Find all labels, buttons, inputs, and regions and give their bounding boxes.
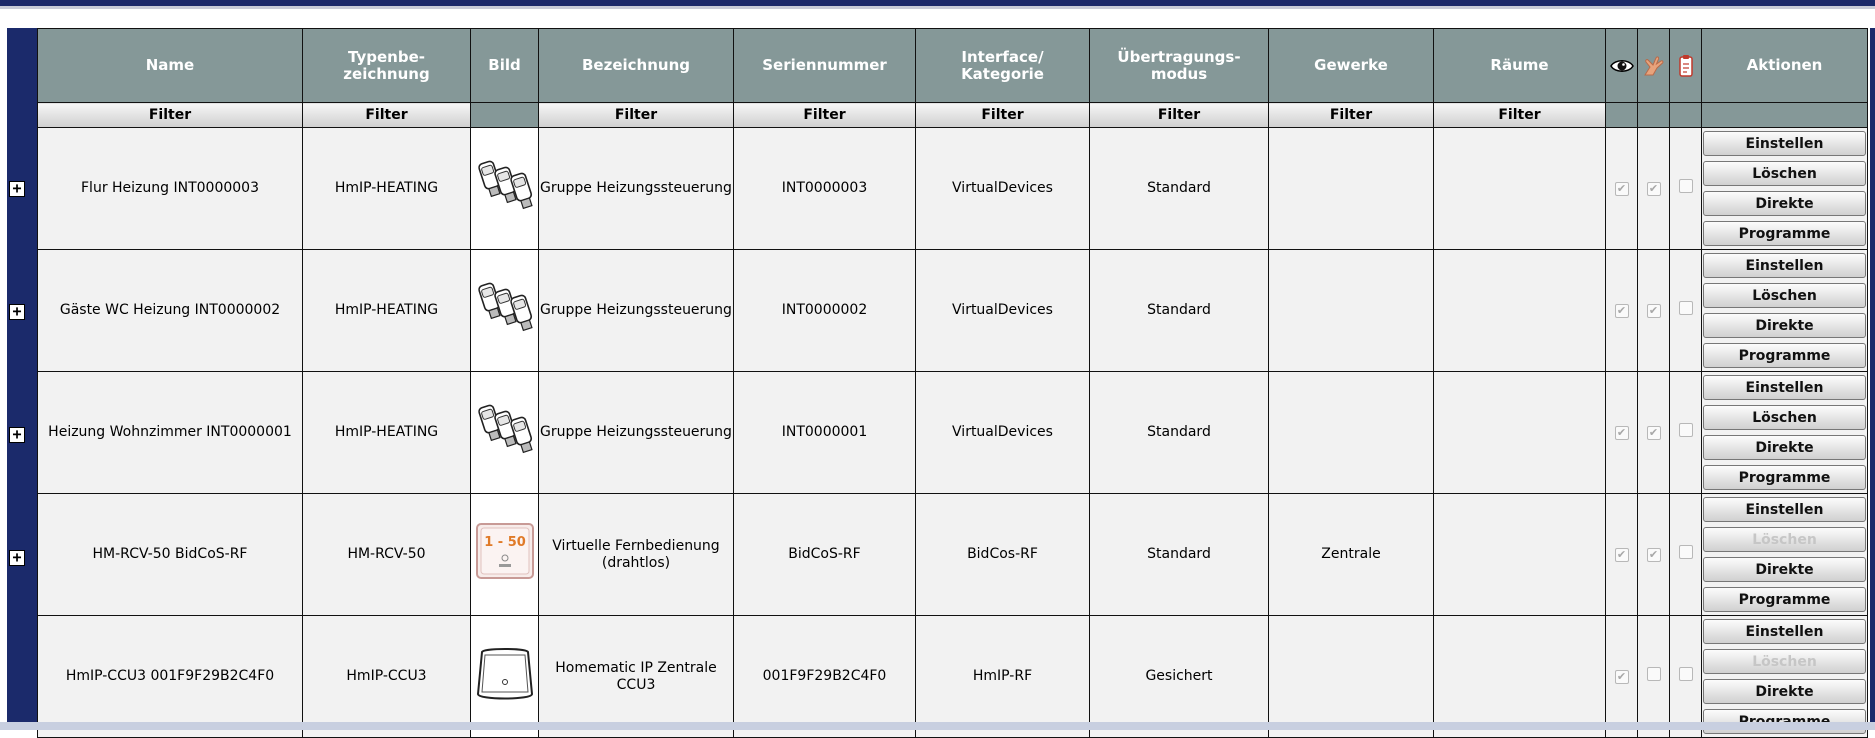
designation-line1: Homematic IP Zentrale bbox=[555, 659, 717, 676]
device-designation bbox=[539, 250, 734, 372]
settings-button[interactable]: Einstellen bbox=[1703, 497, 1866, 522]
device-actions bbox=[1702, 372, 1868, 494]
usable-cell bbox=[1638, 250, 1670, 372]
visible-cell bbox=[1606, 250, 1638, 372]
device-actions bbox=[1702, 128, 1868, 250]
device-trades bbox=[1269, 372, 1434, 494]
filter-row bbox=[38, 103, 1868, 128]
designation-line2: CCU3 bbox=[616, 676, 656, 693]
filter-type[interactable]: Filter bbox=[303, 103, 471, 128]
designation-line1: Virtuelle Fernbedienung bbox=[552, 537, 720, 554]
filter-visible-empty bbox=[1606, 103, 1638, 128]
header-visible bbox=[1606, 29, 1638, 103]
device-interface: HmIP-RF bbox=[916, 616, 1090, 738]
filter-serial[interactable]: Filter bbox=[734, 103, 916, 128]
right-border-strip bbox=[1870, 28, 1875, 730]
filter-name[interactable]: Filter bbox=[38, 103, 303, 128]
table-row bbox=[38, 372, 1868, 494]
device-designation bbox=[539, 128, 734, 250]
protocol-cell bbox=[1670, 372, 1702, 494]
protocol-cell bbox=[1670, 494, 1702, 616]
protocol-checkbox[interactable] bbox=[1679, 667, 1693, 681]
device-image bbox=[471, 494, 539, 616]
usable-cell bbox=[1638, 372, 1670, 494]
table-row bbox=[38, 128, 1868, 250]
delete-button[interactable]: Löschen bbox=[1703, 283, 1866, 308]
device-interface: BidCos-RF bbox=[916, 494, 1090, 616]
device-interface: VirtualDevices bbox=[916, 250, 1090, 372]
header-image: Bild bbox=[471, 29, 539, 103]
designation-line2: (drahtlos) bbox=[601, 554, 671, 571]
visible-cell bbox=[1606, 494, 1638, 616]
usable-cell bbox=[1638, 616, 1670, 738]
usable-cell bbox=[1638, 494, 1670, 616]
device-image bbox=[471, 372, 539, 494]
device-mode: Standard bbox=[1090, 128, 1269, 250]
designation-line1: Gruppe Heizungssteuerung bbox=[540, 302, 732, 318]
heating-group-image bbox=[474, 403, 536, 457]
device-actions bbox=[1702, 494, 1868, 616]
header-transmission-line1: Übertragungs- bbox=[1117, 47, 1241, 66]
header-rooms: Räume bbox=[1434, 29, 1606, 103]
device-interface: VirtualDevices bbox=[916, 372, 1090, 494]
filter-actions-empty bbox=[1702, 103, 1868, 128]
designation-line1: Gruppe Heizungssteuerung bbox=[540, 180, 732, 196]
protocol-checkbox[interactable] bbox=[1679, 545, 1693, 559]
device-type: HM-RCV-50 bbox=[303, 494, 471, 616]
filter-usable-empty bbox=[1638, 103, 1670, 128]
header-type-line1: Typenbe- bbox=[348, 47, 425, 66]
device-rooms bbox=[1434, 250, 1606, 372]
visible-checkbox[interactable]: ✔ bbox=[1615, 182, 1629, 196]
visible-cell bbox=[1606, 616, 1638, 738]
header-type-line2: zeichnung bbox=[343, 64, 430, 83]
filter-transmission[interactable]: Filter bbox=[1090, 103, 1269, 128]
settings-button[interactable]: Einstellen bbox=[1703, 131, 1866, 156]
table-row bbox=[38, 494, 1868, 616]
device-type: HmIP-HEATING bbox=[303, 372, 471, 494]
usable-checkbox[interactable]: ✔ bbox=[1647, 304, 1661, 318]
delete-button[interactable]: Löschen bbox=[1703, 649, 1866, 674]
device-mode: Standard bbox=[1090, 372, 1269, 494]
usable-checkbox[interactable]: ✔ bbox=[1647, 548, 1661, 562]
device-mode: Gesichert bbox=[1090, 616, 1269, 738]
visible-checkbox[interactable]: ✔ bbox=[1615, 426, 1629, 440]
expand-row-icon[interactable]: + bbox=[9, 427, 25, 443]
device-designation bbox=[539, 372, 734, 494]
device-name: HM-RCV-50 BidCoS-RF bbox=[38, 494, 303, 616]
device-designation bbox=[539, 494, 734, 616]
virtual-remote-image bbox=[474, 520, 536, 584]
filter-rooms[interactable]: Filter bbox=[1434, 103, 1606, 128]
direct-links-button[interactable]: Direkte bbox=[1703, 191, 1866, 216]
top-divider bbox=[0, 6, 1875, 9]
delete-button[interactable]: Löschen bbox=[1703, 161, 1866, 186]
device-trades bbox=[1269, 616, 1434, 738]
header-actions: Aktionen bbox=[1702, 29, 1868, 103]
header-row bbox=[38, 29, 1868, 103]
designation-line1: Gruppe Heizungssteuerung bbox=[540, 424, 732, 440]
device-serial: INT0000001 bbox=[734, 372, 916, 494]
protocol-checkbox[interactable] bbox=[1679, 301, 1693, 315]
device-name: Gäste WC Heizung INT0000002 bbox=[38, 250, 303, 372]
device-image bbox=[471, 250, 539, 372]
usable-checkbox[interactable]: ✔ bbox=[1647, 182, 1661, 196]
header-trades: Gewerke bbox=[1269, 29, 1434, 103]
device-trades bbox=[1269, 250, 1434, 372]
header-protocol bbox=[1670, 29, 1702, 103]
direct-links-button[interactable]: Direkte bbox=[1703, 435, 1866, 460]
device-type: HmIP-HEATING bbox=[303, 250, 471, 372]
usable-cell bbox=[1638, 128, 1670, 250]
visible-checkbox[interactable]: ✔ bbox=[1615, 304, 1629, 318]
device-name: HmIP-CCU3 001F9F29B2C4F0 bbox=[38, 616, 303, 738]
protocol-cell bbox=[1670, 250, 1702, 372]
device-trades: Zentrale bbox=[1269, 494, 1434, 616]
programs-button[interactable]: Programme bbox=[1703, 465, 1866, 490]
header-interface-line1: Interface/ bbox=[961, 47, 1044, 66]
visible-checkbox[interactable]: ✔ bbox=[1615, 670, 1629, 684]
direct-links-button[interactable]: Direkte bbox=[1703, 557, 1866, 582]
left-sidebar-strip bbox=[7, 28, 37, 730]
device-mode: Standard bbox=[1090, 494, 1269, 616]
delete-button[interactable]: Löschen bbox=[1703, 405, 1866, 430]
programs-button[interactable]: Programme bbox=[1703, 587, 1866, 612]
device-mode: Standard bbox=[1090, 250, 1269, 372]
heating-group-image bbox=[474, 159, 536, 213]
expand-row-icon[interactable]: + bbox=[9, 550, 25, 566]
usable-checkbox[interactable]: ✔ bbox=[1647, 426, 1661, 440]
device-image bbox=[471, 128, 539, 250]
delete-button[interactable]: Löschen bbox=[1703, 527, 1866, 552]
device-table bbox=[37, 28, 1868, 738]
protocol-cell bbox=[1670, 128, 1702, 250]
device-actions bbox=[1702, 250, 1868, 372]
usable-checkbox[interactable] bbox=[1647, 667, 1661, 681]
protocol-cell bbox=[1670, 616, 1702, 738]
eye-icon bbox=[1610, 58, 1634, 74]
visible-checkbox[interactable]: ✔ bbox=[1615, 548, 1629, 562]
header-usable bbox=[1638, 29, 1670, 103]
device-type: HmIP-HEATING bbox=[303, 128, 471, 250]
expand-row-icon[interactable]: + bbox=[9, 181, 25, 197]
hand-icon bbox=[1642, 55, 1666, 77]
filter-designation[interactable]: Filter bbox=[539, 103, 734, 128]
remote-image-label: 1 - 50 bbox=[483, 535, 526, 550]
device-serial: INT0000003 bbox=[734, 128, 916, 250]
header-interface-line2: Kategorie bbox=[961, 64, 1044, 83]
settings-button[interactable]: Einstellen bbox=[1703, 253, 1866, 278]
filter-image-empty bbox=[471, 103, 539, 128]
header-transmission bbox=[1090, 29, 1269, 103]
header-interface bbox=[916, 29, 1090, 103]
device-rooms bbox=[1434, 616, 1606, 738]
heating-group-image bbox=[474, 281, 536, 335]
bottom-border-strip bbox=[0, 722, 1875, 730]
device-designation bbox=[539, 616, 734, 738]
clipboard-icon bbox=[1678, 54, 1694, 78]
device-serial: 001F9F29B2C4F0 bbox=[734, 616, 916, 738]
device-rooms bbox=[1434, 494, 1606, 616]
settings-button[interactable]: Einstellen bbox=[1703, 375, 1866, 400]
table-row bbox=[38, 616, 1868, 738]
device-name: Flur Heizung INT0000003 bbox=[38, 128, 303, 250]
table-row bbox=[38, 250, 1868, 372]
settings-button[interactable]: Einstellen bbox=[1703, 619, 1866, 644]
header-serial: Seriennummer bbox=[734, 29, 916, 103]
header-transmission-line2: modus bbox=[1150, 64, 1208, 83]
visible-cell bbox=[1606, 128, 1638, 250]
header-name: Name bbox=[38, 29, 303, 103]
device-interface: VirtualDevices bbox=[916, 128, 1090, 250]
filter-protocol-empty bbox=[1670, 103, 1702, 128]
device-serial: INT0000002 bbox=[734, 250, 916, 372]
header-type bbox=[303, 29, 471, 103]
filter-trades[interactable]: Filter bbox=[1269, 103, 1434, 128]
device-rooms bbox=[1434, 372, 1606, 494]
programs-button[interactable]: Programme bbox=[1703, 343, 1866, 368]
ccu3-image bbox=[474, 642, 536, 706]
device-serial: BidCoS-RF bbox=[734, 494, 916, 616]
protocol-checkbox[interactable] bbox=[1679, 179, 1693, 193]
protocol-checkbox[interactable] bbox=[1679, 423, 1693, 437]
device-type: HmIP-CCU3 bbox=[303, 616, 471, 738]
device-actions bbox=[1702, 616, 1868, 738]
filter-interface[interactable]: Filter bbox=[916, 103, 1090, 128]
direct-links-button[interactable]: Direkte bbox=[1703, 679, 1866, 704]
expand-row-icon[interactable]: + bbox=[9, 304, 25, 320]
visible-cell bbox=[1606, 372, 1638, 494]
device-rooms bbox=[1434, 128, 1606, 250]
direct-links-button[interactable]: Direkte bbox=[1703, 313, 1866, 338]
header-designation: Bezeichnung bbox=[539, 29, 734, 103]
device-trades bbox=[1269, 128, 1434, 250]
device-name: Heizung Wohnzimmer INT0000001 bbox=[38, 372, 303, 494]
device-image bbox=[471, 616, 539, 738]
programs-button[interactable]: Programme bbox=[1703, 221, 1866, 246]
